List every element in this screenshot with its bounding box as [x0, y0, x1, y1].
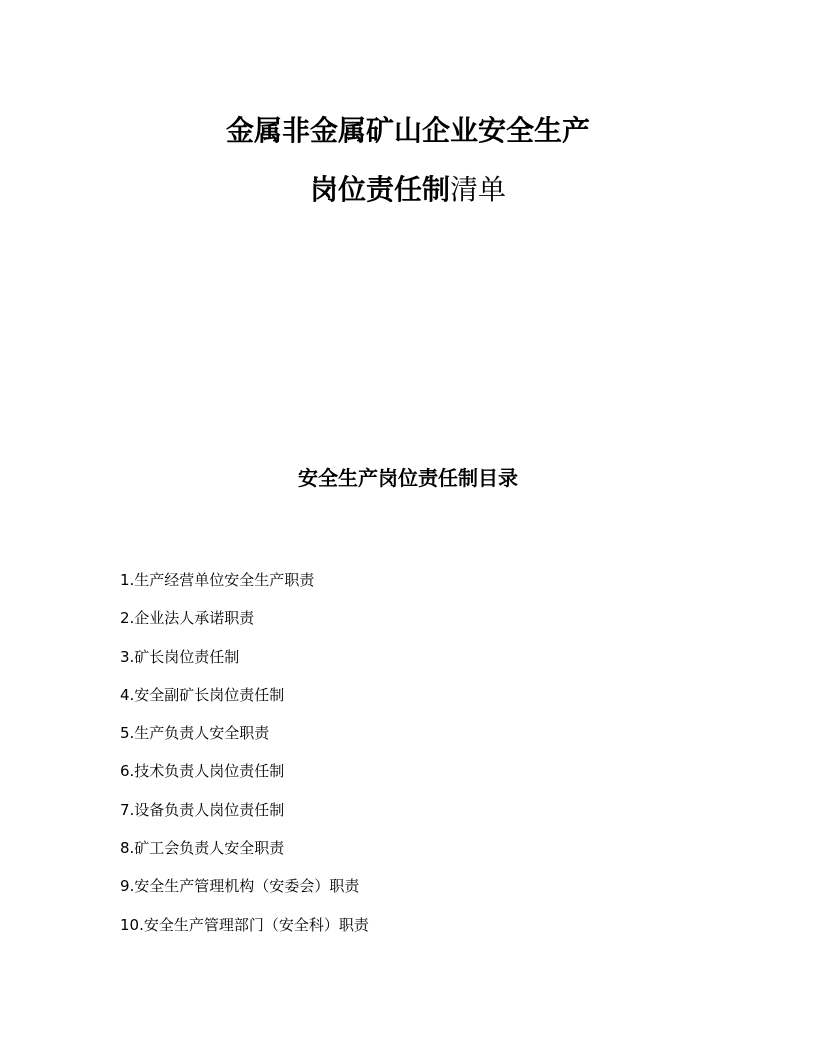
toc-list	[120, 570, 369, 953]
document-title-line-2	[0, 172, 816, 208]
toc-item: 10.安全生产管理部门（安全科）职责	[120, 915, 369, 934]
document-title-line-2-bold: 岗位责任制	[309, 173, 450, 206]
toc-item: 4.安全副矿长岗位责任制	[120, 685, 285, 704]
toc-item: 3.矿长岗位责任制	[120, 647, 240, 666]
document-title-line-1: 金属非金属矿山企业安全生产	[225, 114, 590, 147]
toc-item: 7.设备负责人岗位责任制	[120, 800, 285, 819]
toc-item: 5.生产负责人安全职责	[120, 724, 270, 743]
toc-item: 6.技术负责人岗位责任制	[120, 762, 285, 781]
document-title-line-2-normal: 清单	[450, 173, 507, 206]
toc-item: 2.企业法人承诺职责	[120, 609, 255, 628]
toc-item: 8.矿工会负责人安全职责	[120, 839, 285, 858]
toc-item: 1.生产经营单位安全生产职责	[120, 571, 315, 589]
toc-item: 9.安全生产管理机构（安委会）职责	[120, 877, 360, 896]
toc-heading: 安全生产岗位责任制目录	[298, 466, 518, 490]
